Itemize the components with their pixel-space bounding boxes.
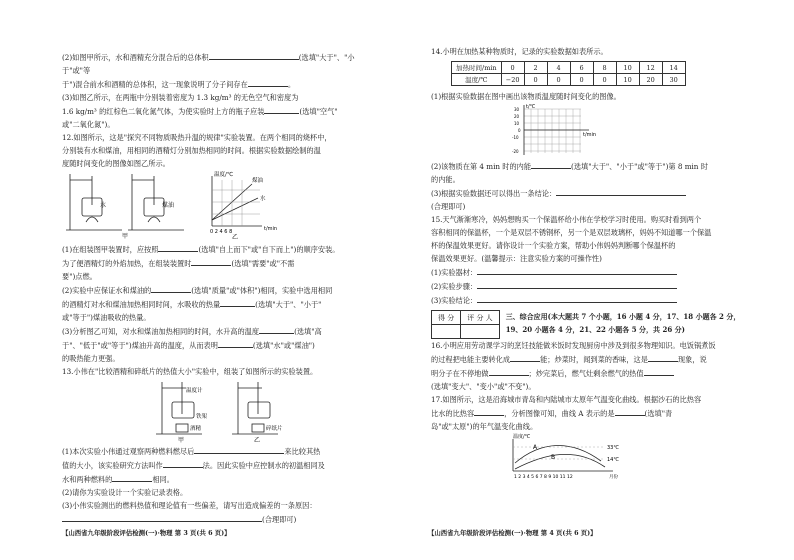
answer-blank[interactable] <box>477 293 677 303</box>
answer-blank[interactable] <box>644 366 674 376</box>
q14-data-table <box>451 61 686 86</box>
q15-3-label: (3)实验结论： <box>431 296 478 305</box>
answer-blank[interactable] <box>510 352 540 362</box>
label-time-axis: t/min <box>264 226 278 232</box>
label-paper: 碎纸片 <box>266 426 283 432</box>
q12-figure <box>62 170 342 240</box>
q12-1-option: (选填"自上而下"或"自下而上")的顺序安装。 <box>198 245 340 254</box>
q11-3-end: 或"二氧化氮")。 <box>62 120 115 129</box>
grid-tick: 30 <box>514 107 520 112</box>
table-cell: 20 <box>639 74 662 86</box>
answer-blank[interactable] <box>62 512 262 522</box>
answer-blank[interactable] <box>158 242 198 252</box>
table-cell: 8 <box>593 62 616 74</box>
table-cell: 加热时间/min <box>452 62 502 74</box>
page-4 <box>397 0 794 560</box>
table-cell: 0 <box>547 74 570 86</box>
score-label: 得 分 <box>432 311 461 325</box>
temp-axis-label: 温度/℃ <box>513 434 531 440</box>
q14-2-end: 的内能。 <box>431 175 460 184</box>
table-cell: 6 <box>570 62 593 74</box>
answer-blank[interactable] <box>264 104 299 114</box>
q12-1-end: 要")点燃。 <box>62 272 97 281</box>
label-fig-jia-2: 甲 <box>178 437 185 444</box>
grid-y-label: t/℃ <box>526 104 536 110</box>
grid-tick: 10 <box>514 121 520 126</box>
q12-3-option-2: (选填"水"或"煤油") <box>252 341 315 350</box>
answer-blank[interactable] <box>209 50 299 60</box>
q14-3-hint: (合理即可) <box>431 202 466 211</box>
answer-blank[interactable] <box>248 77 288 87</box>
grid-tick: -20 <box>512 149 519 154</box>
q16-text-4: 现象，说 <box>677 355 707 364</box>
answer-blank[interactable] <box>531 159 571 169</box>
table-cell: 10 <box>616 74 639 86</box>
section-3-title-2: 19、20 小题各 4 分，21、22 小题各 5 分，共 26 分) <box>505 325 685 334</box>
score-box <box>431 310 500 339</box>
q13-1-text: (1)本次实验小伟通过观察两种燃料燃尽后 <box>62 447 195 456</box>
q12-2-cont: 的酒精灯对水和煤油加热相同时间，水吸收的热量 <box>62 300 221 309</box>
q17-text-5: 岛"或"太原")的年气温变化曲线。 <box>431 422 538 431</box>
table-row <box>432 311 500 325</box>
q16-text-5: 明分子在不停地做 <box>431 369 489 378</box>
curve-a-label: A <box>533 444 538 451</box>
table-row <box>452 74 686 86</box>
month-ticks: 1 2 3 4 5 6 7 8 9 10 11 12 <box>514 475 573 479</box>
q14-2-text: (2)该物质在第 4 min 时的内能 <box>431 162 532 171</box>
q14-3-text: (3)根据实验数据还可以得出一条结论： <box>431 189 557 198</box>
answer-blank[interactable] <box>194 444 284 454</box>
table-cell: 温度/℃ <box>452 74 502 86</box>
q13-figure <box>62 378 342 444</box>
label-water: 水 <box>100 202 107 209</box>
grid-tick: -10 <box>512 135 519 140</box>
footer-page-3: 【山西省九年级阶段评估检测(一)·物理 第 3 页(共 6 页)】 <box>62 529 231 537</box>
label-fig-yi: 乙 <box>232 234 239 240</box>
table-cell: 0 <box>570 74 593 86</box>
table-cell: 4 <box>547 62 570 74</box>
q12-1-option-2: (选填"需要"或"不需 <box>231 259 295 268</box>
q16-text-2: 的过程把电能主要转化成 <box>431 355 511 364</box>
grid-x-label: t/min <box>583 132 597 138</box>
q11-3-text: (3)如图乙所示，在两瓶中分别装着密度为 1.3 kg/m³ 的无色空气和密度为 <box>62 93 299 102</box>
q15-text: 15.天气渐渐寒冷，妈妈想购买一个保温杯给小伟在学校学习时使用。购买时看到两个 <box>431 215 702 224</box>
q13-1-end: 相同。 <box>152 475 174 484</box>
q17-text-2: 比水的比热容 <box>431 409 475 418</box>
q13-1-cont-3: 法。因此实验中应控制水的初温相同及 <box>202 461 325 470</box>
q13-1-cont-4: 水和两种燃料的 <box>62 475 113 484</box>
q11-2-option: (选填"大于"、"小于"或"等 <box>62 53 355 75</box>
table-cell: 0 <box>501 62 524 74</box>
q13-text: 13.小伟在"比较酒精和碎纸片的热值大小"实验中，组装了如图所示的实验装置。 <box>62 367 318 376</box>
answer-blank[interactable] <box>151 283 191 293</box>
q12-2-option-2: (选填"大于"、"小于" <box>255 300 322 309</box>
page-3: (2)如图甲所示，水和酒精充分混合后的总体积 (选填"大于"、"小于"或"等 于")混合前水和酒精的总体积，这一现象说明了分子间存在 。 (3)如图乙所示，在两瓶中分别装着密度为 1.3 kg/m³ 的无色空气和密度为 1.6 kg/m³ 的红棕色二氧化氮气体，为使实验时上方的瓶子应装 (选填"空气" 或"二氧化氮")。 12.如图所示，这是"探究不同物质吸热升温的规律"实验装置。在两个相同的烧杯中， 分别装有水和煤油，用相同的酒精灯分别加热相同的时间。根据实验数据绘制的温 度随时间变化的图像如图乙所示。 水 煤油 甲 温度/℃ 煤油 水 0 2 4 6 8 t/min 乙 (1)在组装图甲装置时，应按照 (选填"自上而下"或"自下而上")的顺序安装。 为了便酒精灯的外焰加热，在组装装置时 (选填"需要"或"不需 要")点燃。 (2)实验中应保证水和煤油的 (选填"质量"或"体积")相同，实验中选用相同 的酒精灯对水和煤油加热相同时间，水吸收的热量 (选填"大于"、"小于" 或"等于")煤油吸收的热量。 (3)分析图乙可知，对水和煤油加热相同的时间，水升高的温度 (选填"高 于"、"低于"或"等于")煤油升高的温度，从而表明 (选填"水"或"煤油") 的吸热能力更强。 13.小伟在"比较酒精和碎纸片的热值大小"实验中，组装了如图所示的实验装置。 温度计 铁架 酒精 碎纸片 甲 乙 (1)本次实验小伟通过观察两种燃料燃尽后 来比较其热 值的大小，该实验研究方法叫作 法。因此实验中应控制水的初温相同及 水和两种燃料的 相同。 (2)请你为实验设计一个实验记录表格。 (3)小伟实验测出的燃料热值和理论值有一些偏差，请写出造成偏差的一条原因： (合理即可) <box>0 0 397 560</box>
table-cell: −20 <box>501 74 524 86</box>
temp-14: 14℃ <box>607 457 619 463</box>
section-3-header <box>431 310 770 339</box>
q11-3-cont: 1.6 kg/m³ 的红棕色二氧化氮气体，为使实验时上方的瓶子应装 <box>62 107 265 116</box>
grid-tick: 0 <box>518 128 521 133</box>
q17-temp-chart <box>501 433 741 479</box>
q14-2-option: (选填"大于"、"小于"或"等于")第 8 min 时 <box>571 162 708 171</box>
q14-1-text: (1)根据实验数据在图中画出该物质温度随时间变化的图像。 <box>431 92 621 101</box>
q11-3-option: (选填"空气" <box>299 107 338 116</box>
q15-text-4: 保温效果更好。(温馨提示：注意实验方案的可操作性) <box>431 254 602 263</box>
q13-2-text: (2)请你为实验设计一个实验记录表格。 <box>62 488 188 497</box>
footer-page-4: 【山西省九年级阶段评估检测(一)·物理 第 4 页(共 6 页)】 <box>428 529 597 537</box>
grader-cell[interactable] <box>461 325 499 339</box>
q12-1-cont: 为了便酒精灯的外焰加热，在组装装置时 <box>62 259 192 268</box>
q12-text: 12.如图所示，这是"探究不同物质吸热升温的规律"实验装置。在两个相同的烧杯中， <box>62 133 332 142</box>
label-thermometer: 温度计 <box>186 388 203 394</box>
answer-blank[interactable] <box>489 366 529 376</box>
q12-text-2: 分别装有水和煤油，用相同的酒精灯分别加热相同的时间。根据实验数据绘制的温 <box>62 146 321 155</box>
temp-33: 33℃ <box>607 445 619 451</box>
table-cell: 12 <box>639 62 662 74</box>
score-cell[interactable] <box>432 325 461 339</box>
q15-text-2: 容积相同的保温杯，一个是双层不锈钢杯，另一个是双层玻璃杯，妈妈不知道哪一个保温 <box>431 228 712 237</box>
q12-1-text: (1)在组装图甲装置时，应按照 <box>62 245 159 254</box>
q12-3-end: 的吸热能力更强。 <box>62 354 120 363</box>
table-row <box>452 62 686 74</box>
curve-b-label: B <box>551 454 556 461</box>
table-cell: 30 <box>662 74 685 86</box>
q13-1-cont: 来比较其热 <box>284 447 321 456</box>
answer-blank[interactable] <box>648 352 678 362</box>
table-cell: 0 <box>593 74 616 86</box>
answer-blank[interactable] <box>474 406 504 416</box>
label-meiyou-line: 煤油 <box>252 178 264 184</box>
q15-1-label: (1)实验器材： <box>431 268 478 277</box>
q14-blank-grid[interactable] <box>511 103 711 159</box>
q16-text-6: ；炒完菜后，燃气灶剩余燃气的热值 <box>528 369 644 378</box>
section-3-title: 三、综合应用(本大题共 7 个小题，16 小题 4 分，17、18 小题各 2 分， <box>505 312 741 321</box>
q17-text: 17.如图所示，这是沿海城市青岛和内陆城市太原年气温变化曲线。根据沙石的比热容 <box>431 395 702 404</box>
q15-text-3: 杯的保温效果更好。请你设计一个实验方案，帮助小伟妈妈判断哪个保温杯的 <box>431 241 676 250</box>
grid-tick: 20 <box>514 114 520 119</box>
answer-blank[interactable] <box>477 265 677 275</box>
answer-blank[interactable] <box>218 338 253 348</box>
table-cell: 0 <box>524 74 547 86</box>
q13-1-cont-2: 值的大小，该实验研究方法叫作 <box>62 461 163 470</box>
label-fig-yi-2: 乙 <box>254 437 261 444</box>
q11-2-cont: 于")混合前水和酒精的总体积，这一现象说明了分子间存在 <box>62 80 248 89</box>
label-alcohol: 酒精 <box>190 426 202 432</box>
answer-blank[interactable] <box>556 186 686 196</box>
q14-text: 14.小明在加热某种物质时，记录的实验数据如表所示。 <box>431 47 608 56</box>
q12-3-text: (3)分析图乙可知，对水和煤油加热相同的时间，水升高的温度 <box>62 327 260 336</box>
label-temp-axis: 温度/℃ <box>214 172 234 178</box>
label-kerosene: 煤油 <box>162 202 175 209</box>
table-row <box>432 325 500 339</box>
answer-blank[interactable] <box>220 297 255 307</box>
label-iron-stand: 铁架 <box>196 414 208 420</box>
grader-label: 评 分 人 <box>461 311 499 325</box>
table-cell: 10 <box>616 62 639 74</box>
q16-text-7: (选填"变大"、"变小"或"不变")。 <box>431 382 536 391</box>
q16-text: 16.小明应用劳动课学习的烹饪技能做米饭时发现厨房中涉及到很多物理知识。电饭锅煮饭 <box>431 341 716 350</box>
q13-3-hint: (合理即可) <box>262 515 297 524</box>
q17-text-4: (选填"青 <box>644 409 673 418</box>
label-fig-jia: 甲 <box>122 233 129 240</box>
q12-3-cont: 于"、"低于"或"等于")煤油升高的温度，从而表明 <box>62 341 218 350</box>
answer-blank[interactable] <box>191 256 231 266</box>
month-axis-label: 月份 <box>609 475 618 479</box>
q12-text-3: 度随时间变化的图像如图乙所示。 <box>62 159 170 168</box>
q17-text-3: ，分析图像可知，曲线 A 表示的是 <box>504 409 615 418</box>
answer-blank[interactable] <box>615 406 645 416</box>
q16-text-3: 能；炒菜时，闻到菜的香味，这是 <box>540 355 648 364</box>
answer-blank[interactable] <box>112 472 152 482</box>
answer-blank[interactable] <box>259 324 294 334</box>
answer-blank[interactable] <box>477 279 677 289</box>
q12-2-text: (2)实验中应保证水和煤油的 <box>62 286 152 295</box>
q11-2-text: (2)如图甲所示，水和酒精充分混合后的总体积 <box>62 53 209 62</box>
q12-3-option: (选填"高 <box>294 327 322 336</box>
q12-2-end: 或"等于")煤油吸收的热量。 <box>62 313 151 322</box>
table-cell: 2 <box>524 62 547 74</box>
q13-3-text: (3)小伟实验测出的燃料热值和理论值有一些偏差，请写出造成偏差的一条原因： <box>62 501 317 510</box>
label-shui-line: 水 <box>260 196 266 202</box>
q12-2-option: (选填"质量"或"体积")相同，实验中选用相同 <box>191 286 333 295</box>
label-ticks: 0 2 4 6 8 <box>210 229 233 235</box>
q15-2-label: (2)实验步骤： <box>431 282 478 291</box>
answer-blank[interactable] <box>163 458 203 468</box>
table-cell: 14 <box>662 62 685 74</box>
